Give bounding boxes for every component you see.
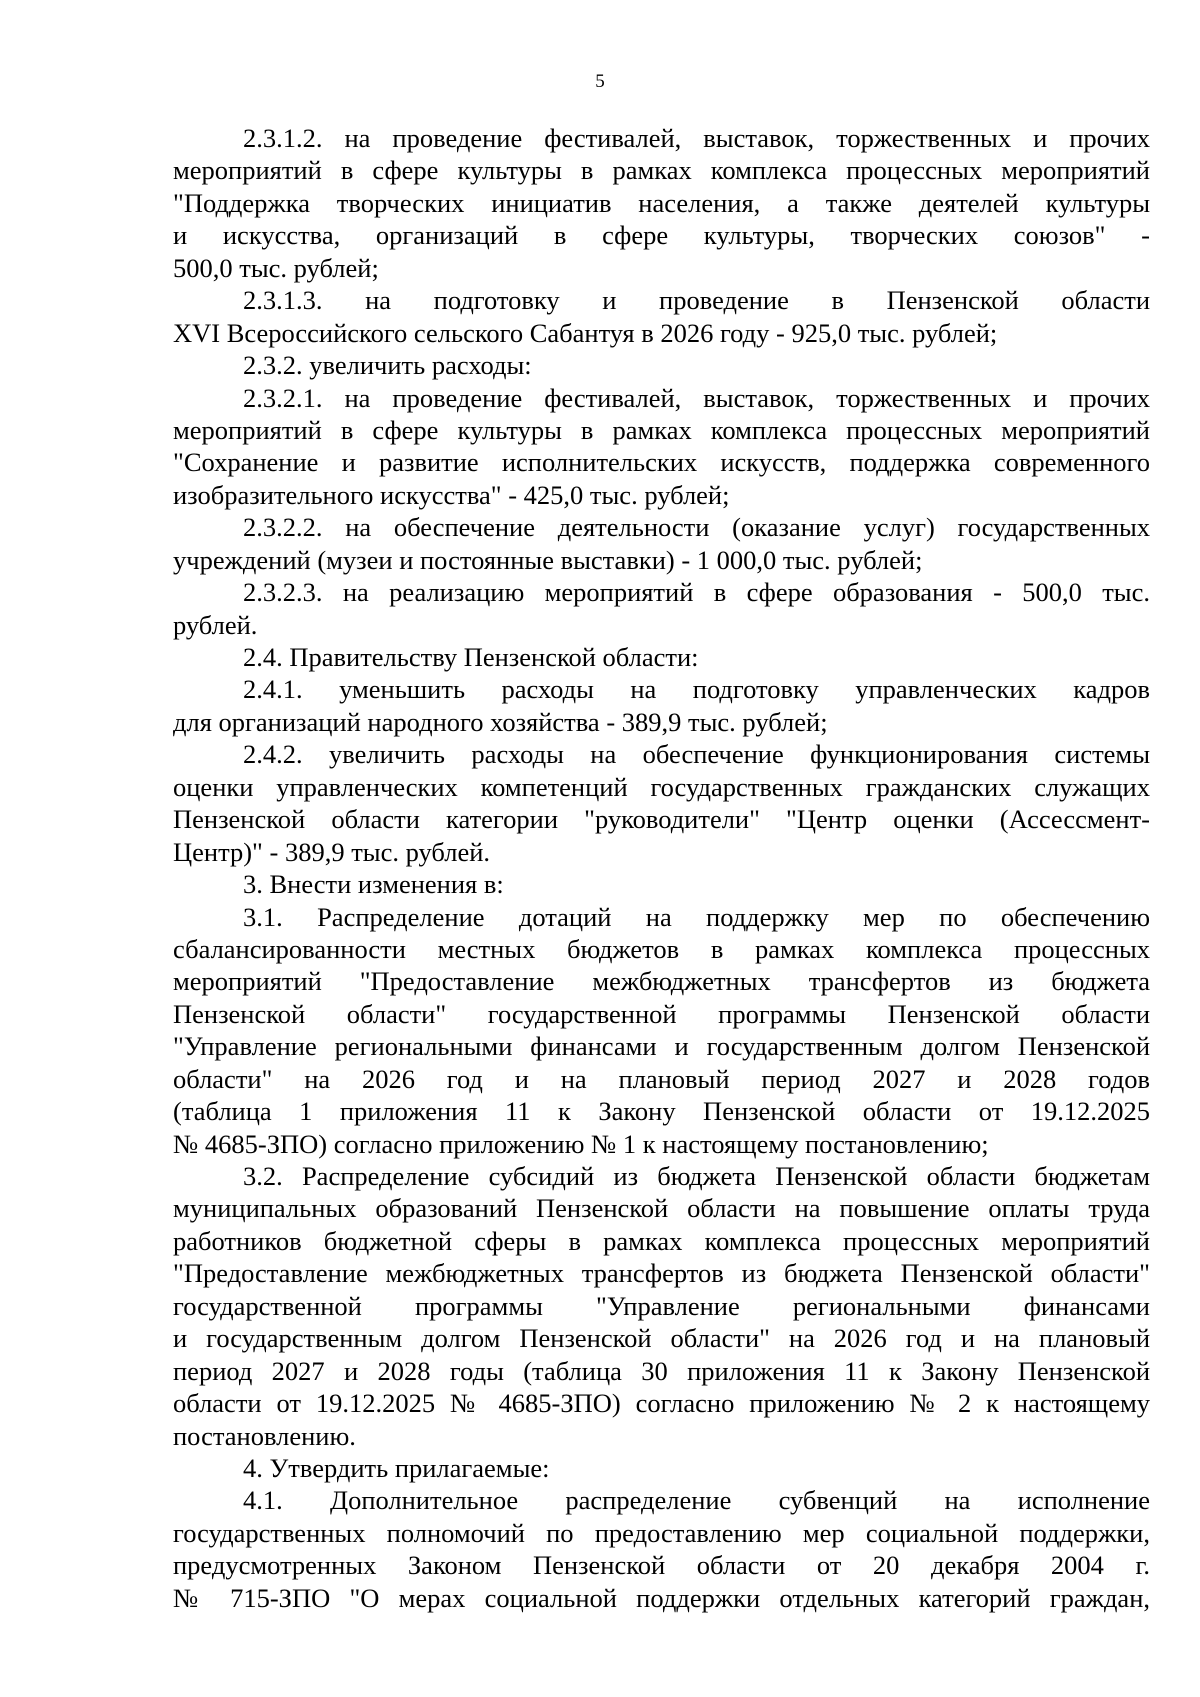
text-line: 4.1. Дополнительное распределение субвенций на исполнение <box>243 1485 1150 1516</box>
text-line: период 2027 и 2028 годы (таблица 30 приложения 11 к Закону Пензенской <box>173 1355 1150 1386</box>
text-line: 2.4.1. уменьшить расходы на подготовку управленческих кадров <box>243 674 1150 705</box>
text-line: 500,0 тыс. рублей; <box>173 252 379 283</box>
text-line: области от 19.12.2025 № 4685-ЗПО) согласно приложению № 2 к настоящему <box>173 1388 1150 1419</box>
text-line: сбалансированности местных бюджетов в рамках комплекса процессных <box>173 933 1150 964</box>
text-line: 2.3.1.2. на проведение фестивалей, выставок, торжественных и прочих <box>243 123 1150 153</box>
text-line: учреждений (музеи и постоянные выставки) - 1 000,0 тыс. рублей; <box>173 544 923 575</box>
text-line: "Управление региональными финансами и государственным долгом Пензенской <box>173 1031 1150 1062</box>
text-line: и искусства, организаций в сфере культуры, творческих союзов" - <box>173 220 1150 251</box>
text-line: 2.4. Правительству Пензенской области: <box>243 642 699 672</box>
text-line: рублей. <box>173 609 258 640</box>
text-line: для организаций народного хозяйства - 389,9 тыс. рублей; <box>173 706 828 737</box>
text-line: 2.3.2.1. на проведение фестивалей, выставок, торжественных и прочих <box>243 382 1150 413</box>
text-line: "Предоставление межбюджетных трансфертов из бюджета Пензенской области" <box>173 1258 1150 1289</box>
text-line: постановлению. <box>173 1420 356 1451</box>
text-line: 3. Внести изменения в: <box>243 869 504 900</box>
text-line: 2.3.2. увеличить расходы: <box>243 350 532 381</box>
text-line: 3.1. Распределение дотаций на поддержку мер по обеспечению <box>243 901 1150 932</box>
text-line: мероприятий в сфере культуры в рамках комплекса процессных мероприятий <box>173 414 1150 445</box>
text-line: изобразительного искусства" - 425,0 тыс. рублей; <box>173 479 730 510</box>
text-line: государственных полномочий по предоставлению мер социальной поддержки, <box>173 1517 1150 1548</box>
text-line: оценки управленческих компетенций государственных гражданских служащих <box>173 771 1150 802</box>
document-body <box>173 122 1150 1614</box>
text-line: области" на 2026 год и на плановый период 2027 и 2028 годов <box>173 1063 1150 1094</box>
text-line: № 715-ЗПО "О мерах социальной поддержки отдельных категорий граждан, <box>173 1582 1150 1613</box>
page-number: 5 <box>595 71 605 92</box>
text-line: (таблица 1 приложения 11 к Закону Пензенской области от 19.12.2025 <box>173 1096 1150 1127</box>
text-line: Пензенской области категории "руководители" "Центр оценки (Ассессмент- <box>173 804 1150 835</box>
text-line: 2.3.2.3. на реализацию мероприятий в сфере образования - 500,0 тыс. <box>243 577 1150 608</box>
text-line: работников бюджетной сферы в рамках комплекса процессных мероприятий <box>173 1225 1150 1256</box>
text-line: 2.3.1.3. на подготовку и проведение в Пензенской области <box>243 285 1150 316</box>
text-line: "Поддержка творческих инициатив населения, а также деятелей культуры <box>173 187 1150 218</box>
text-line: "Сохранение и развитие исполнительских искусств, поддержка современного <box>173 447 1150 478</box>
text-line: и государственным долгом Пензенской области" на 2026 год и на плановый <box>173 1323 1150 1354</box>
text-line: мероприятий в сфере культуры в рамках комплекса процессных мероприятий <box>173 155 1150 186</box>
text-line: 2.3.2.2. на обеспечение деятельности (оказание услуг) государственных <box>243 512 1150 543</box>
text-line: № 4685-ЗПО) согласно приложению № 1 к настоящему постановлению; <box>173 1128 989 1159</box>
text-line: 3.2. Распределение субсидий из бюджета Пензенской области бюджетам <box>243 1161 1150 1191</box>
text-line: Пензенской области" государственной программы Пензенской области <box>173 998 1150 1029</box>
text-line: мероприятий "Предоставление межбюджетных трансфертов из бюджета <box>173 966 1150 997</box>
text-line: предусмотренных Законом Пензенской области от 20 декабря 2004 г. <box>173 1550 1150 1581</box>
text-line: 2.4.2. увеличить расходы на обеспечение функционирования системы <box>243 739 1150 770</box>
text-line: XVI Всероссийского сельского Сабантуя в 2026 году - 925,0 тыс. рублей; <box>173 317 998 348</box>
text-line: муниципальных образований Пензенской области на повышение оплаты труда <box>173 1193 1150 1224</box>
text-line: государственной программы "Управление региональными финансами <box>173 1290 1150 1321</box>
text-line: 4. Утвердить прилагаемые: <box>243 1452 550 1483</box>
text-line: Центр)" - 389,9 тыс. рублей. <box>173 836 491 867</box>
